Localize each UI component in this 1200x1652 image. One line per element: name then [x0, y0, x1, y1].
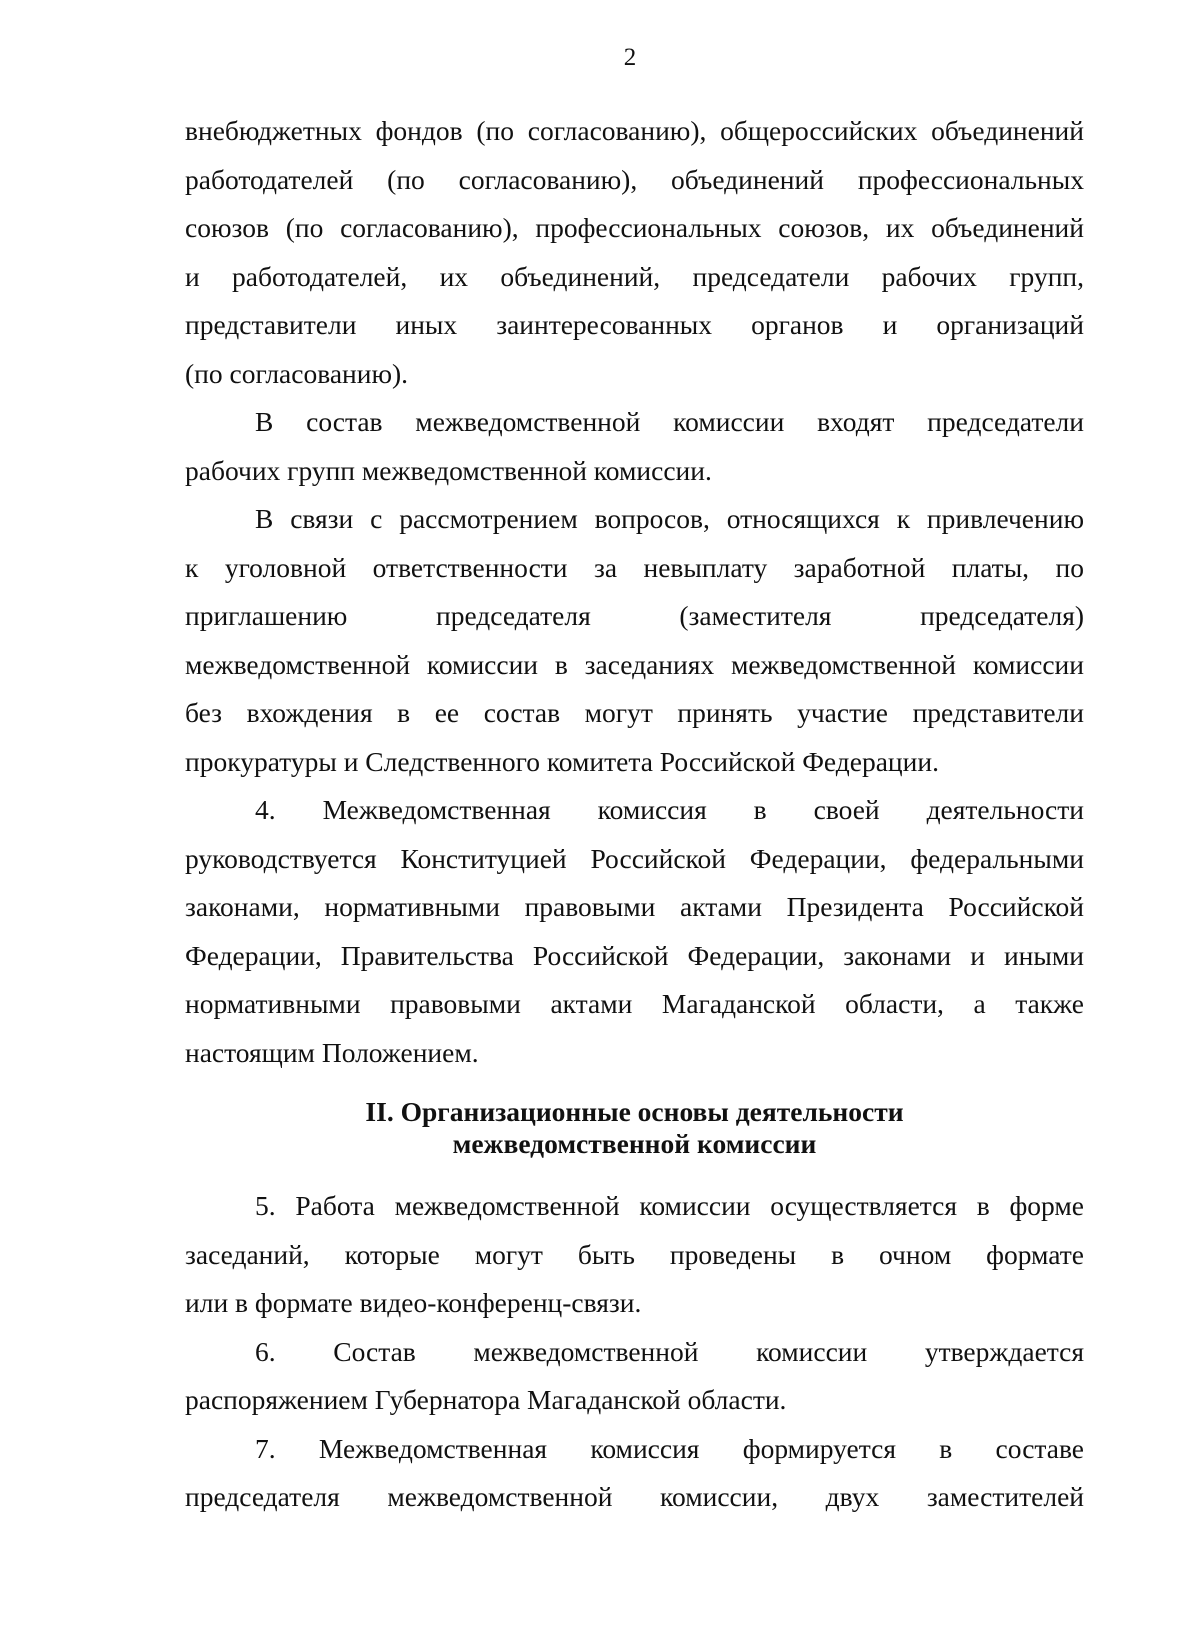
- section-heading-line: II. Организационные основы деятельности: [365, 1096, 904, 1127]
- text-line: работодателей (по согласованию), объединений профессиональных: [185, 163, 1084, 195]
- page-number: 2: [623, 44, 637, 71]
- text-line: межведомственной комиссии в заседаниях межведомственной комиссии: [185, 648, 1084, 680]
- text-line: председателя межведомственной комиссии, двух заместителей: [185, 1481, 1084, 1512]
- text-line: заседаний, которые могут быть проведены в очном формате: [185, 1238, 1084, 1270]
- paragraph-continuation: [185, 107, 1084, 398]
- text-line: к уголовной ответственности за невыплату заработной платы, по: [185, 551, 1084, 583]
- text-line: представители иных заинтересованных органов и организаций: [185, 309, 1084, 340]
- text-line: 5. Работа межведомственной комиссии осуществляется в форме: [255, 1190, 1084, 1221]
- text-line: В связи с рассмотрением вопросов, относящихся к привлечению: [255, 503, 1084, 534]
- text-line: приглашению председателя (заместителя председателя): [185, 600, 1084, 631]
- paragraph-item-5: [185, 1182, 1084, 1328]
- text-line: без вхождения в ее состав могут принять участие представители: [185, 697, 1084, 728]
- text-line: законами, нормативными правовыми актами Президента Российской: [185, 891, 1084, 922]
- text-line: распоряжением Губернатора Магаданской области.: [185, 1384, 787, 1415]
- paragraph-item-6: [185, 1328, 1084, 1425]
- text-line: 7. Межведомственная комиссия формируется в составе: [255, 1432, 1084, 1464]
- text-line: В состав межведомственной комиссии входят председатели: [255, 406, 1084, 437]
- text-line: (по согласованию).: [185, 357, 409, 389]
- text-line: союзов (по согласованию), профессиональных союзов, их объединений: [185, 212, 1084, 243]
- section-heading: [185, 1096, 1084, 1160]
- text-line: руководствуется Конституцией Российской Федерации, федеральными: [185, 842, 1084, 874]
- text-line: рабочих групп межведомственной комиссии.: [185, 454, 712, 486]
- paragraph-item-4: [185, 786, 1084, 1077]
- text-line: прокуратуры и Следственного комитета Российской Федерации.: [185, 745, 939, 777]
- text-line: 6. Состав межведомственной комиссии утверждается: [255, 1335, 1084, 1367]
- text-line: или в формате видео-конференц-связи.: [185, 1287, 642, 1318]
- text-line: настоящим Положением.: [185, 1036, 479, 1068]
- paragraph-composition: [185, 398, 1084, 495]
- text-line: 4. Межведомственная комиссия в своей деятельности: [255, 794, 1084, 825]
- text-line: внебюджетных фондов (по согласованию), общероссийских объединений: [185, 115, 1084, 146]
- document-body: [185, 107, 1084, 1522]
- paragraph-invitation: [185, 495, 1084, 786]
- paragraph-item-7: [185, 1425, 1084, 1522]
- section-heading-line: межведомственной комиссии: [452, 1128, 817, 1159]
- text-line: нормативными правовыми актами Магаданской области, а также: [185, 988, 1084, 1019]
- text-line: и работодателей, их объединений, председатели рабочих групп,: [185, 260, 1084, 292]
- text-line: Федерации, Правительства Российской Федерации, законами и иными: [185, 939, 1084, 971]
